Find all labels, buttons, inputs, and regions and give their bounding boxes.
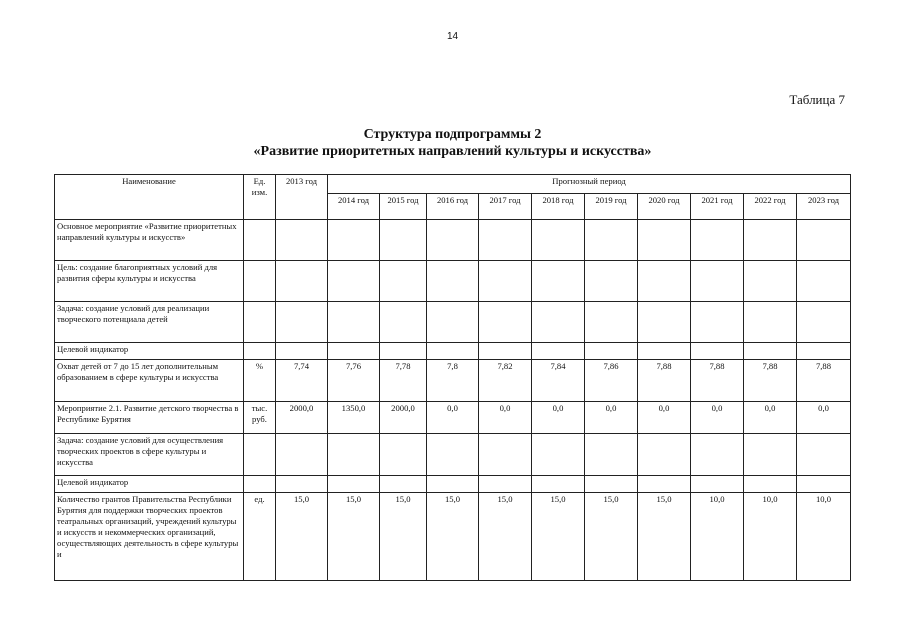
table-row — [55, 261, 851, 302]
row-value-cell — [585, 220, 638, 261]
row-unit-cell — [244, 261, 276, 302]
table-row — [55, 476, 851, 493]
row-value-cell — [427, 343, 479, 360]
row-value-cell — [532, 220, 585, 261]
row-value-cell — [380, 220, 427, 261]
row-value-cell — [276, 220, 328, 261]
header-year: 2016 год — [427, 194, 479, 220]
header-year: 2015 год — [380, 194, 427, 220]
row-name-cell: Мероприятие 2.1. Развитие детского творчества в Республике Бурятия — [55, 402, 244, 434]
row-value-cell: 0,0 — [691, 402, 744, 434]
row-value-cell — [532, 343, 585, 360]
row-value-cell — [479, 476, 532, 493]
row-value-cell — [479, 434, 532, 476]
row-value-cell — [744, 220, 797, 261]
table-row — [55, 343, 851, 360]
row-value-cell — [691, 434, 744, 476]
row-value-cell: 7,8 — [427, 360, 479, 402]
row-unit-cell: тыс. руб. — [244, 402, 276, 434]
title-line-2: «Развитие приоритетных направлений культуры и искусства» — [253, 144, 652, 159]
row-value-cell: 0,0 — [532, 402, 585, 434]
row-value-cell — [276, 434, 328, 476]
row-value-cell — [797, 261, 851, 302]
row-value-cell — [691, 302, 744, 343]
header-year: 2019 год — [585, 194, 638, 220]
row-value-cell — [532, 261, 585, 302]
row-value-cell — [744, 476, 797, 493]
row-value-cell: 10,0 — [797, 493, 851, 581]
header-year: 2020 год — [638, 194, 691, 220]
row-value-cell — [638, 220, 691, 261]
row-name-cell: Охват детей от 7 до 15 лет дополнительным образованием в сфере культуры и искусства — [55, 360, 244, 402]
row-value-cell — [744, 434, 797, 476]
header-unit: Ед. изм. — [244, 175, 276, 220]
row-value-cell — [797, 434, 851, 476]
table-row — [55, 493, 851, 581]
row-value-cell — [328, 302, 380, 343]
row-value-cell — [638, 434, 691, 476]
row-unit-cell: ед. — [244, 493, 276, 581]
row-value-cell: 7,86 — [585, 360, 638, 402]
row-value-cell — [276, 343, 328, 360]
row-value-cell: 2000,0 — [276, 402, 328, 434]
row-value-cell: 7,88 — [638, 360, 691, 402]
row-value-cell: 10,0 — [691, 493, 744, 581]
row-value-cell — [380, 261, 427, 302]
row-value-cell: 0,0 — [638, 402, 691, 434]
row-name-cell: Основное мероприятие «Развитие приоритетных направлений культуры и искусств» — [55, 220, 244, 261]
row-name-cell: Целевой индикатор — [55, 476, 244, 493]
table-label: Таблица 7 — [789, 92, 845, 107]
table-row — [55, 220, 851, 261]
row-value-cell — [328, 220, 380, 261]
row-value-cell — [380, 476, 427, 493]
row-value-cell — [276, 302, 328, 343]
row-unit-cell — [244, 302, 276, 343]
row-value-cell — [691, 476, 744, 493]
row-value-cell — [328, 261, 380, 302]
row-name-cell: Цель: создание благоприятных условий для развития сферы культуры и искусства — [55, 261, 244, 302]
row-value-cell: 7,82 — [479, 360, 532, 402]
row-value-cell — [532, 434, 585, 476]
row-value-cell: 7,74 — [276, 360, 328, 402]
row-value-cell — [744, 261, 797, 302]
row-value-cell: 15,0 — [380, 493, 427, 581]
row-value-cell: 7,78 — [380, 360, 427, 402]
row-value-cell: 0,0 — [744, 402, 797, 434]
row-value-cell: 15,0 — [328, 493, 380, 581]
table-row — [55, 402, 851, 434]
row-value-cell: 10,0 — [744, 493, 797, 581]
row-value-cell: 0,0 — [585, 402, 638, 434]
row-name-cell: Количество грантов Правительства Республики Бурятия для поддержки творческих проектов театральных организаций, учреждений культуры и искусств и некоммерческих организаций, осуществляющих деятельность в сфере культуры и — [55, 493, 244, 581]
row-value-cell — [479, 343, 532, 360]
row-value-cell — [532, 476, 585, 493]
row-unit-cell — [244, 434, 276, 476]
row-value-cell: 0,0 — [797, 402, 851, 434]
row-value-cell — [585, 261, 638, 302]
row-value-cell — [744, 302, 797, 343]
row-value-cell — [585, 434, 638, 476]
row-value-cell — [638, 302, 691, 343]
row-value-cell — [380, 343, 427, 360]
row-value-cell — [532, 302, 585, 343]
row-value-cell — [479, 261, 532, 302]
row-value-cell — [380, 434, 427, 476]
row-name-cell: Задача: создание условий для осуществления творческих проектов в сфере культуры и искусства — [55, 434, 244, 476]
header-year: 2017 год — [479, 194, 532, 220]
row-value-cell — [691, 343, 744, 360]
row-value-cell — [638, 476, 691, 493]
row-value-cell: 7,76 — [328, 360, 380, 402]
header-name: Наименование — [55, 175, 244, 220]
row-value-cell — [427, 476, 479, 493]
row-value-cell — [427, 302, 479, 343]
row-value-cell — [479, 302, 532, 343]
table-row — [55, 302, 851, 343]
row-value-cell — [797, 302, 851, 343]
row-value-cell: 15,0 — [427, 493, 479, 581]
row-value-cell — [797, 220, 851, 261]
table-row — [55, 360, 851, 402]
header-year: 2023 год — [797, 194, 851, 220]
header-year: 2021 год — [691, 194, 744, 220]
row-value-cell: 15,0 — [479, 493, 532, 581]
row-value-cell — [427, 434, 479, 476]
row-value-cell — [638, 343, 691, 360]
title-line-1: Структура подпрограммы 2 — [363, 127, 542, 142]
row-value-cell: 15,0 — [585, 493, 638, 581]
row-value-cell — [427, 261, 479, 302]
row-value-cell — [276, 261, 328, 302]
row-value-cell — [638, 261, 691, 302]
row-name-cell: Целевой индикатор — [55, 343, 244, 360]
header-forecast-period: Прогнозный период — [328, 175, 851, 194]
row-value-cell — [328, 434, 380, 476]
row-value-cell: 15,0 — [532, 493, 585, 581]
header-year: 2018 год — [532, 194, 585, 220]
document-title — [0, 126, 905, 160]
row-value-cell — [691, 220, 744, 261]
row-value-cell — [797, 343, 851, 360]
row-value-cell: 15,0 — [276, 493, 328, 581]
row-name-cell: Задача: создание условий для реализации творческого потенциала детей — [55, 302, 244, 343]
row-value-cell: 15,0 — [638, 493, 691, 581]
row-value-cell: 7,84 — [532, 360, 585, 402]
row-value-cell: 2000,0 — [380, 402, 427, 434]
header-base-year: 2013 год — [276, 175, 328, 220]
row-value-cell: 7,88 — [797, 360, 851, 402]
row-value-cell — [276, 476, 328, 493]
header-year: 2014 год — [328, 194, 380, 220]
row-value-cell — [380, 302, 427, 343]
row-value-cell — [585, 343, 638, 360]
row-unit-cell — [244, 220, 276, 261]
row-unit-cell: % — [244, 360, 276, 402]
table-row — [55, 434, 851, 476]
row-value-cell: 0,0 — [479, 402, 532, 434]
row-value-cell — [427, 220, 479, 261]
row-value-cell — [328, 343, 380, 360]
header-year: 2022 год — [744, 194, 797, 220]
row-value-cell — [328, 476, 380, 493]
row-unit-cell — [244, 476, 276, 493]
row-unit-cell — [244, 343, 276, 360]
structure-table — [54, 174, 851, 581]
row-value-cell — [479, 220, 532, 261]
row-value-cell: 7,88 — [744, 360, 797, 402]
row-value-cell — [744, 343, 797, 360]
row-value-cell: 7,88 — [691, 360, 744, 402]
page-number: 14 — [446, 31, 459, 42]
row-value-cell: 1350,0 — [328, 402, 380, 434]
row-value-cell — [691, 261, 744, 302]
row-value-cell — [585, 476, 638, 493]
row-value-cell — [585, 302, 638, 343]
row-value-cell — [797, 476, 851, 493]
row-value-cell: 0,0 — [427, 402, 479, 434]
